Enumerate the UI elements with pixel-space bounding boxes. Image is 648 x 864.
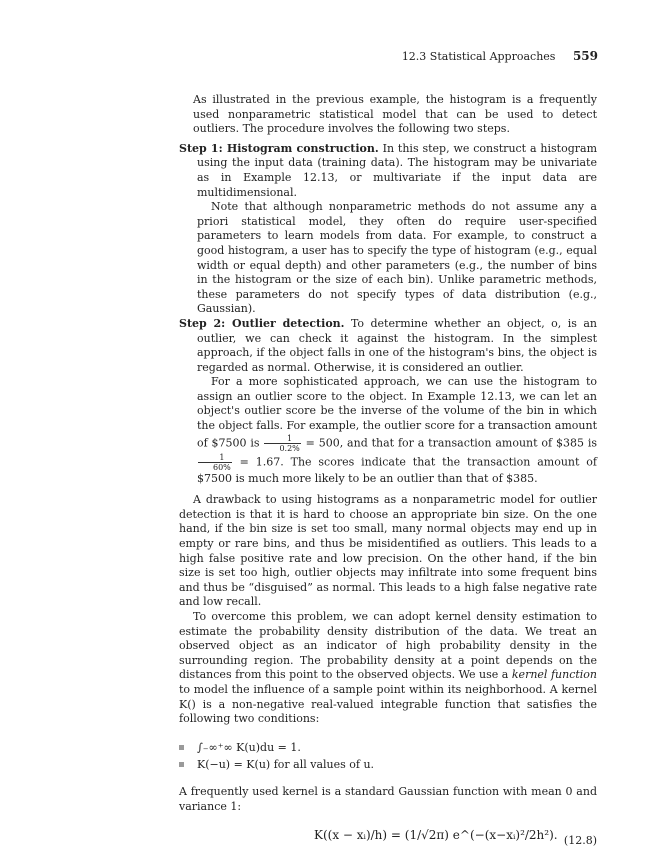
- step-2-text: To determine whether an object, o, is an outlier, we can check it against the histogram. In the simplest approach, if the object falls in one of the histogram's bins, the object is regarded as normal. Otherwise, it is considered an outlier.: [197, 316, 597, 374]
- equation-12-8: [179, 820, 597, 864]
- fraction-1: [264, 434, 300, 453]
- step-2-note-b: = 500, and that for a transaction amount of $385 is: [305, 436, 597, 450]
- step-2-note: [179, 375, 597, 486]
- fraction-2-numerator: 1: [198, 453, 232, 463]
- step-1-note: Note that although nonparametric methods do not assume any a priori statistical model, they often do require user-specified parameters to learn models from data. For example, to construct a good histogram, a user has to specify the type of histogram (e.g., equal width or equal depth) and other parameters (e.g., the number of bins in the histogram or the size of each bin). Unlike parametric methods, these parameters do not specify types of data distribution (e.g., Gaussian).: [197, 200, 597, 316]
- step-2: [179, 317, 597, 486]
- step-1-text: In this step, we construct a histogram using the input data (training data). The histogram may be univariate as in Example 12.13, or multivariate if the input data are multidimensional.: [197, 141, 597, 199]
- fraction-2-denominator: 60%: [213, 462, 231, 472]
- kernel-paragraph-a: To overcome this problem, we can adopt kernel density estimation to estimate the probability density distribution of the data. We treat an observed object as an indicator of high probability density in the surrounding region. The probability density at a point depends on the distances from this point to the observed objects. We use a: [179, 610, 597, 682]
- running-header: [402, 49, 598, 65]
- step-1-title: Step 1: Histogram construction.: [179, 141, 379, 155]
- conditions-list: [179, 741, 597, 773]
- step-1: [179, 142, 597, 317]
- bullet-square-icon: [179, 745, 184, 750]
- kernel-term: kernel function: [511, 668, 597, 682]
- bullet-square-icon: [179, 762, 184, 767]
- text-body: [179, 93, 597, 864]
- fraction-2: [198, 453, 232, 472]
- condition-item: ∫₋∞⁺∞ K(u)du = 1.: [179, 741, 597, 756]
- step-2-note-a: For a more sophisticated approach, we can use the histogram to assign an outlier score to the object. In Example 12.13, we can let an object's outlier score be the inverse of the volume of the bin in which the object falls. For example, the outlier score for a transaction amount of $7500 is: [197, 375, 597, 450]
- equation-formula: K((x − xᵢ)/h) = (1/√2π) e^(−(x−xᵢ)²/2h²).: [314, 828, 558, 843]
- section-title: 12.3 Statistical Approaches: [401, 50, 556, 63]
- condition-item: K(−u) = K(u) for all values of u.: [179, 758, 597, 773]
- fraction-1-denominator: 0.2%: [279, 443, 300, 453]
- intro-paragraph: As illustrated in the previous example, the histogram is a frequently used nonparametric statistical model that can be used to detect outliers. The procedure involves the following two steps.: [193, 93, 597, 136]
- step-2-title: Step 2: Outlier detection.: [179, 316, 345, 330]
- equation-number: (12.8): [563, 834, 597, 848]
- histogram-drawback-paragraph: A drawback to using histograms as a nonparametric model for outlier detection is that it is hard to choose an appropriate bin size. On the one hand, if the bin size is set too small, many normal objects may end up in empty or rare bins, and thus be misidentified as outliers. This leads to a high false positive rate and low precision. On the other hand, if the bin size is set too high, outlier objects may infiltrate into some frequent bins and thus be “disguised” as normal. This leads to a high false negative rate and low recall.: [179, 493, 597, 609]
- fraction-1-numerator: 1: [264, 434, 300, 444]
- page-number: 559: [572, 49, 598, 63]
- step-2-note-c: = 1.67. The scores indicate that the transaction amount of $7500 is much more likely to be an outlier than that of $385.: [197, 455, 597, 485]
- kernel-paragraph-b: to model the influence of a sample point within its neighborhood. A kernel K() is a non-negative real-valued integrable function that satisfies the following two conditions:: [179, 682, 597, 726]
- gaussian-intro: A frequently used kernel is a standard Gaussian function with mean 0 and variance 1:: [179, 784, 597, 813]
- kernel-paragraph: [179, 610, 597, 727]
